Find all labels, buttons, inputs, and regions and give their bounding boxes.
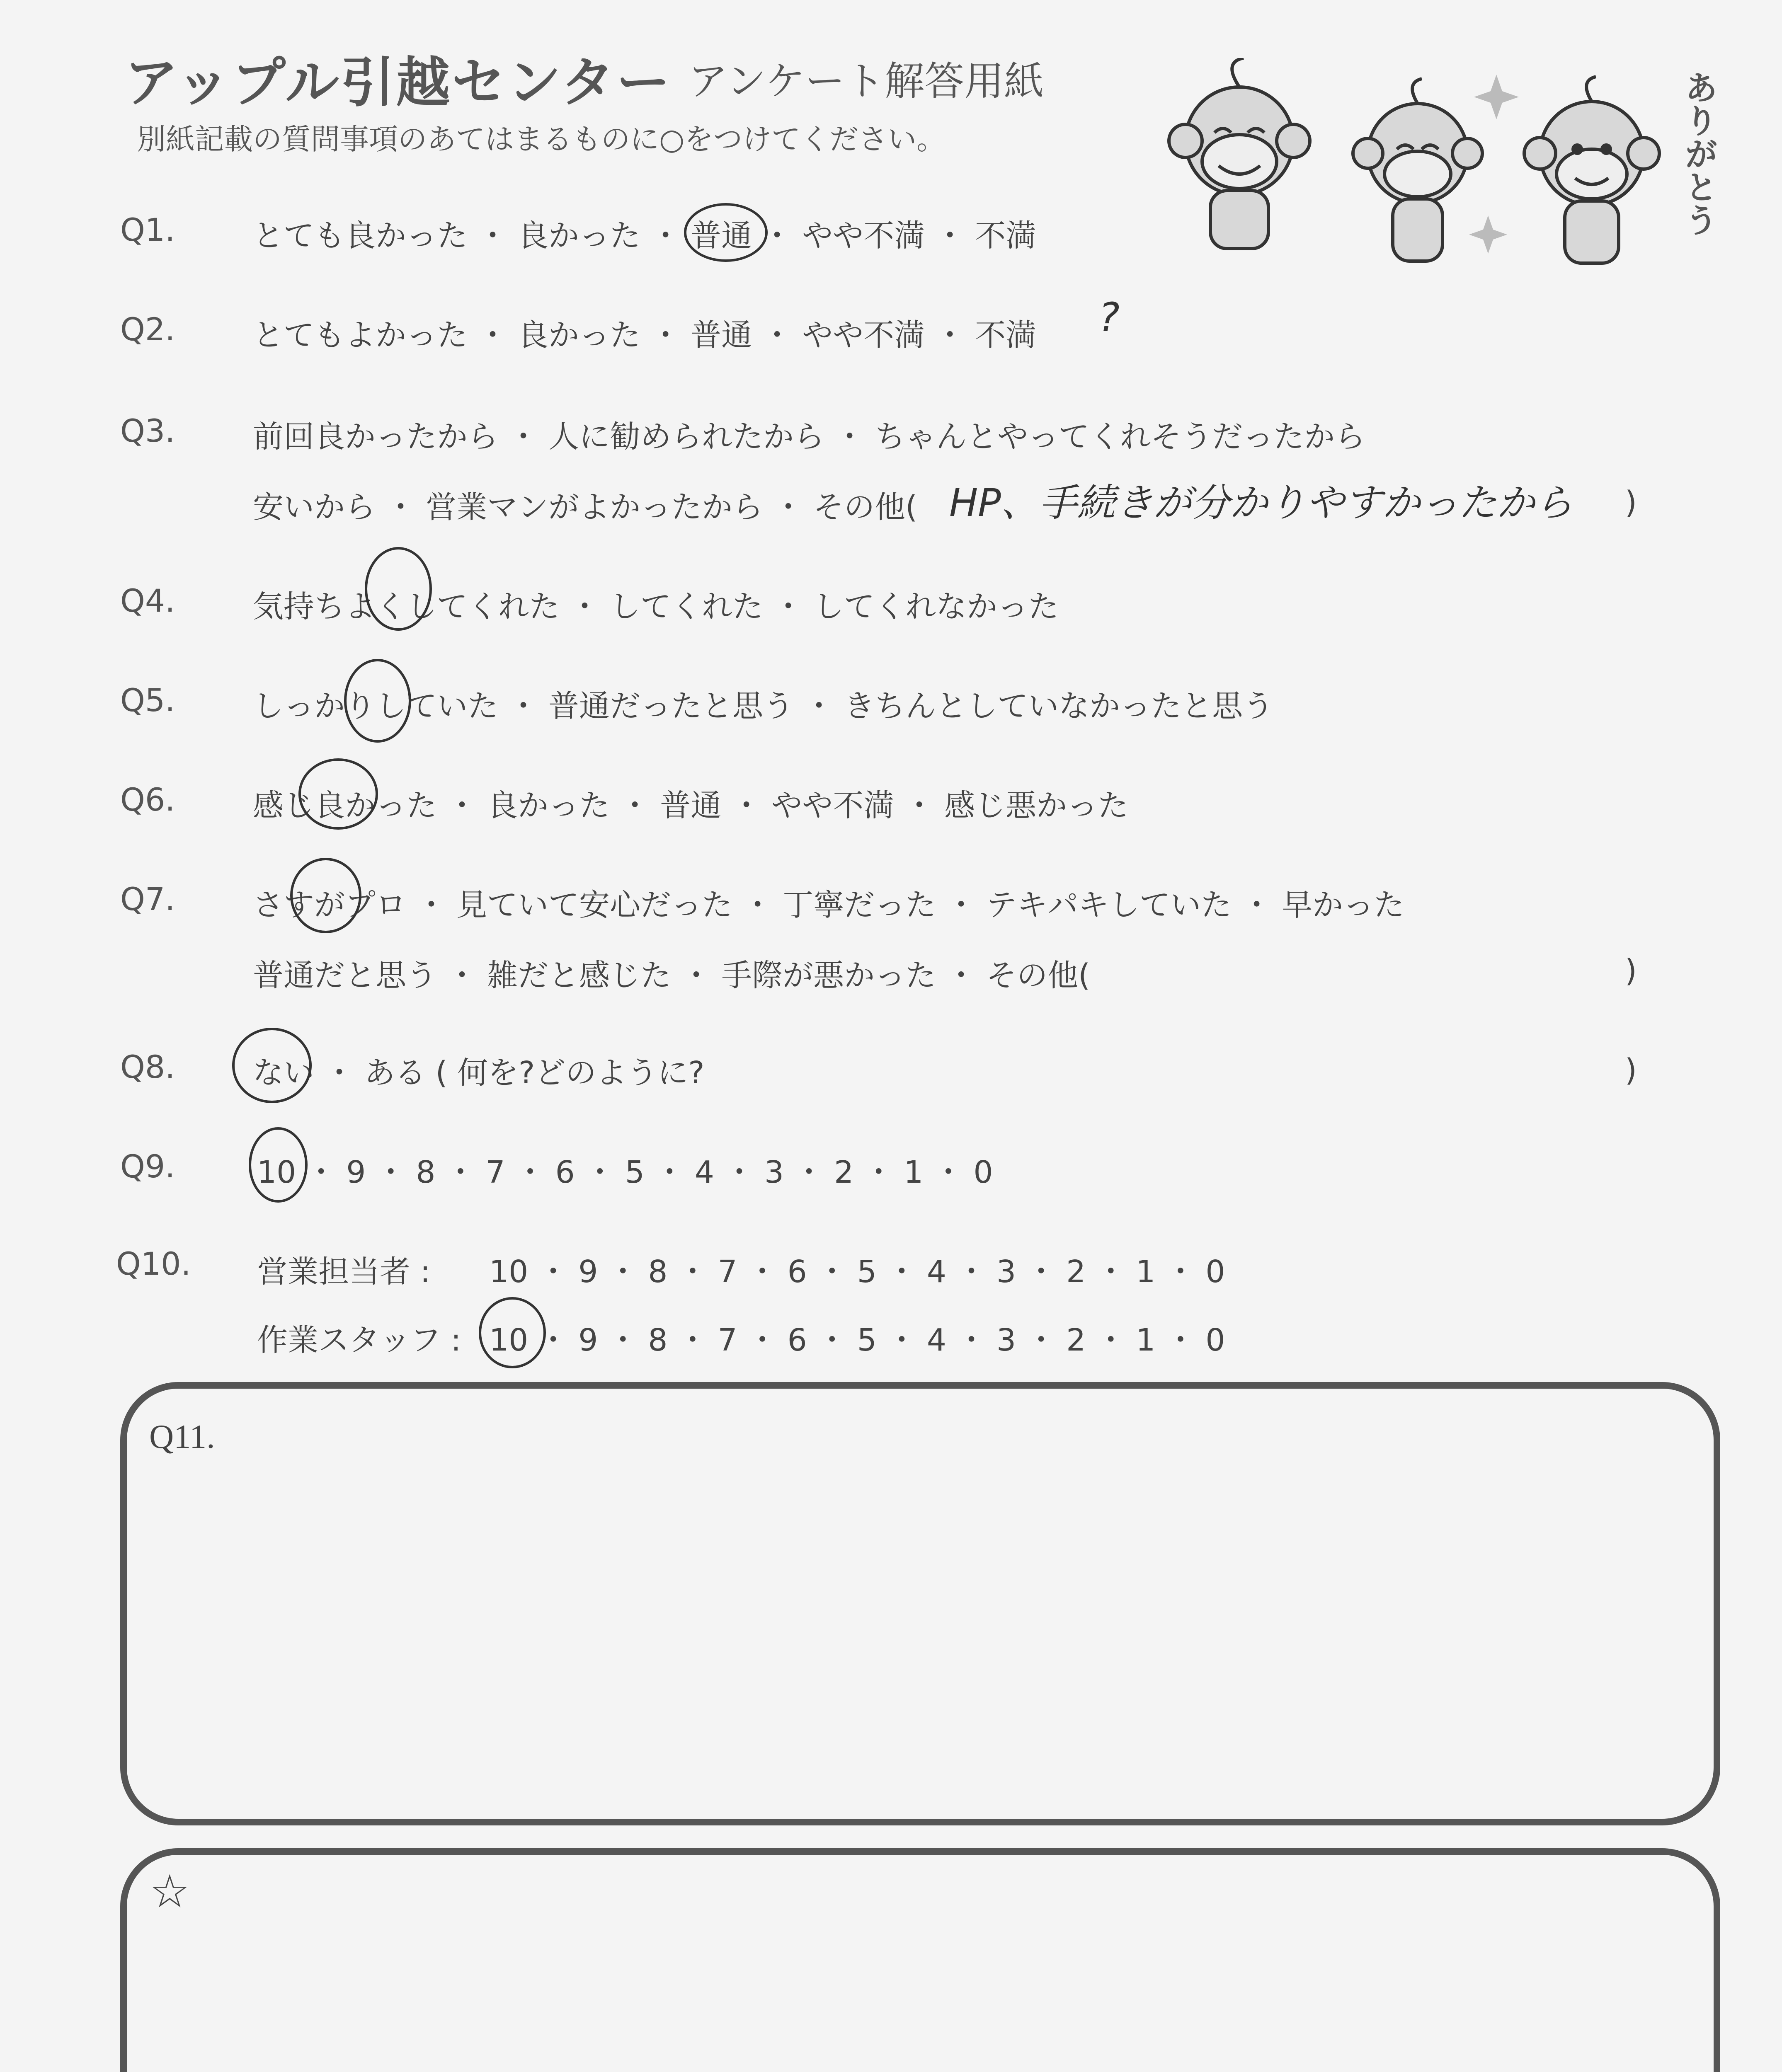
monkey-1-icon bbox=[1169, 58, 1310, 249]
form-subtitle: アンケート解答用紙 bbox=[688, 58, 1044, 104]
q7-label: Q7. bbox=[120, 881, 175, 917]
q10-sales-scale: 10 ・ 9 ・ 8 ・ 7 ・ 6 ・ 5 ・ 4 ・ 3 ・ 2 ・ 1 ・ 0 bbox=[489, 1254, 1225, 1290]
q5-options: しっかりしていた ・ 普通だったと思う ・ きちんとしていなかったと思う bbox=[253, 688, 1274, 724]
instruction-text: 別紙記載の質問事項のあてはまるものに○をつけてください。 bbox=[137, 122, 946, 156]
star-comment-box[interactable] bbox=[120, 1848, 1720, 2072]
q4-answer-circle bbox=[365, 547, 432, 631]
q2-label: Q2. bbox=[120, 311, 175, 348]
monkey-3-icon bbox=[1524, 77, 1659, 263]
q11-comment-box[interactable] bbox=[120, 1382, 1720, 1825]
q9-options: 10 ・ 9 ・ 8 ・ 7 ・ 6 ・ 5 ・ 4 ・ 3 ・ 2 ・ 1 ・ 0 bbox=[257, 1155, 993, 1190]
q9-label: Q9. bbox=[120, 1148, 175, 1185]
q6-answer-circle bbox=[298, 758, 378, 830]
star-label: ☆ bbox=[149, 1866, 190, 1917]
q11-label: Q11. bbox=[149, 1418, 215, 1455]
q3-label: Q3. bbox=[120, 412, 175, 449]
q8-label: Q8. bbox=[120, 1048, 175, 1085]
q5-label: Q5. bbox=[120, 682, 175, 719]
q10-sales-label: 営業担当者 : bbox=[257, 1254, 431, 1290]
q1-options: とても良かった ・ 良かった ・ 普通 ・ やや不満 ・ 不満 bbox=[253, 218, 1037, 254]
q4-options: 気持ちよくしてくれた ・ してくれた ・ してくれなかった bbox=[253, 589, 1059, 625]
q4-label: Q4. bbox=[120, 582, 175, 619]
q7-close-paren: ) bbox=[1625, 953, 1637, 989]
thanks-vertical-text: ありがとう bbox=[1679, 70, 1718, 236]
q6-label: Q6. bbox=[120, 781, 175, 818]
q1-answer-circle bbox=[684, 203, 768, 262]
q3-close-paren: ) bbox=[1625, 485, 1637, 520]
q10-label: Q10. bbox=[116, 1245, 191, 1282]
q8-options: ない ・ ある ( 何を?どのように? bbox=[253, 1055, 705, 1091]
q7-options-line1: さすがプロ ・ 見ていて安心だった ・ 丁寧だった ・ テキパキしていた ・ 早かった bbox=[253, 887, 1405, 923]
q3-options-line2: 安いから ・ 営業マンがよかったから ・ その他( bbox=[253, 489, 917, 525]
q3-handwritten-answer: HP、手続きが分かりやすかったから bbox=[949, 481, 1573, 525]
q2-handwritten-note: ? bbox=[1098, 294, 1120, 341]
monkey-2-icon bbox=[1353, 79, 1482, 261]
form-title: アップル引越センター bbox=[124, 51, 672, 114]
q7-options-line2: 普通だと思う ・ 雑だと感じた ・ 手際が悪かった ・ その他( bbox=[253, 958, 1091, 993]
q8-answer-circle bbox=[232, 1028, 312, 1103]
q1-label: Q1. bbox=[120, 211, 175, 248]
monkey-mascots-illustration bbox=[1144, 58, 1704, 274]
q7-answer-circle bbox=[290, 858, 361, 933]
q6-options: 感じ良かった ・ 良かった ・ 普通 ・ やや不満 ・ 感じ悪かった bbox=[253, 788, 1129, 823]
q3-options-line1: 前回良かったから ・ 人に勧められたから ・ ちゃんとやってくれそうだったから bbox=[253, 419, 1366, 455]
q8-close-paren: ) bbox=[1625, 1053, 1637, 1088]
q10-staff-scale: 10 ・ 9 ・ 8 ・ 7 ・ 6 ・ 5 ・ 4 ・ 3 ・ 2 ・ 1 ・ 0 bbox=[489, 1322, 1225, 1358]
q2-options: とてもよかった ・ 良かった ・ 普通 ・ やや不満 ・ 不満 bbox=[253, 317, 1037, 353]
q9-answer-circle bbox=[249, 1127, 308, 1203]
q10-staff-answer-circle bbox=[479, 1297, 546, 1368]
q5-answer-circle bbox=[344, 659, 411, 743]
q10-staff-label: 作業スタッフ : bbox=[257, 1322, 461, 1358]
